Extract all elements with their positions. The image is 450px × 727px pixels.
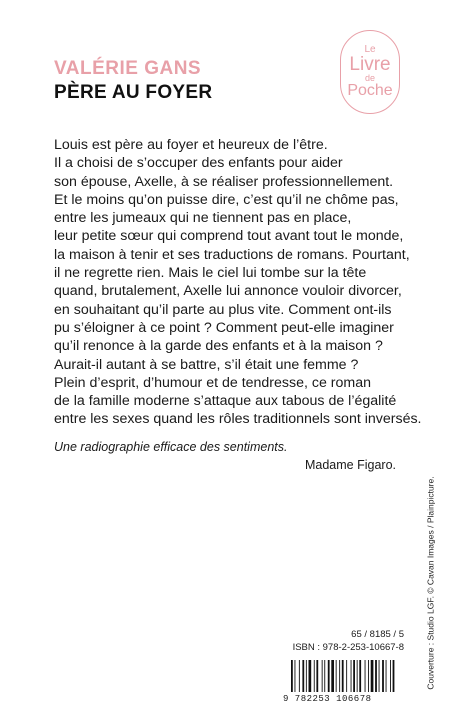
barcode-bar — [342, 660, 344, 692]
catalog-number: 65 / 8185 / 5 — [351, 629, 404, 640]
blurb-line: de la famille moderne s’attaque aux tabous de l’égalité — [54, 393, 397, 410]
blurb-line: entre les sexes quand les rôles traditionnels sont inversés. — [54, 411, 422, 428]
barcode-bar — [306, 660, 307, 692]
book-title: PÈRE AU FOYER — [54, 82, 213, 103]
catalog-codes — [293, 628, 404, 654]
barcode-bar — [339, 660, 340, 692]
barcode-bar — [314, 660, 315, 692]
isbn-number: ISBN : 978-2-253-10667-8 — [292, 642, 404, 653]
barcode-bar — [359, 660, 361, 692]
livre-de-poche-logo — [340, 30, 400, 114]
blurb-line: Et le moins qu’on puisse dire, c’est qu’il ne chôme pas, — [54, 191, 399, 208]
barcode-bar — [328, 660, 330, 692]
barcode-bars — [283, 660, 403, 696]
logo-line-3: de — [364, 73, 375, 83]
blurb-text — [54, 136, 424, 429]
barcode-bar — [291, 660, 293, 692]
logo-line-1: Le — [364, 44, 376, 55]
barcode-digits: 9 782253 106678 — [283, 694, 372, 704]
review-quote: Une radiographie efficace des sentiments. — [54, 440, 288, 454]
barcode-bar — [393, 660, 395, 692]
barcode-bar — [351, 660, 352, 692]
barcode-bar — [295, 660, 296, 692]
barcode-bar — [331, 660, 334, 692]
blurb-line: qu’il renonce à la garde des enfants et à la maison ? — [54, 338, 383, 355]
barcode-bar — [365, 660, 366, 692]
blurb-line: pu s’éloigner à ce point ? Comment peut-elle imaginer — [54, 319, 394, 336]
barcode-bar — [316, 660, 318, 692]
barcode-bar — [324, 660, 325, 692]
barcode-bar — [336, 660, 337, 692]
barcode-bar — [299, 660, 300, 692]
barcode-bar — [322, 660, 323, 692]
cover-credit-text: Couverture : Studio LGF. © Cavan Images / Plainpicture. — [426, 476, 437, 690]
blurb-line: Plein d’esprit, d’humour et de tendresse, ce roman — [54, 374, 372, 391]
blurb-line: entre les jumeaux qui ne tiennent pas en place, — [54, 210, 352, 227]
barcode-bar — [353, 660, 355, 692]
barcode-bar — [371, 660, 374, 692]
blurb-line: quand, brutalement, Axelle lui annonce vouloir divorcer, — [54, 283, 402, 300]
author-name: VALÉRIE GANS — [54, 58, 202, 79]
barcode-bar — [382, 660, 384, 692]
review-source: Madame Figaro. — [304, 458, 396, 472]
barcode-bar — [390, 660, 391, 692]
barcode-bar — [302, 660, 304, 692]
blurb-line: son épouse, Axelle, à se réaliser professionnellement. — [54, 173, 394, 190]
barcode-bar — [379, 660, 380, 692]
barcode-bar — [357, 660, 358, 692]
barcode-bar — [368, 660, 369, 692]
barcode-bar — [375, 660, 377, 692]
blurb-line: il ne regrette rien. Mais le ciel lui tombe sur la tête — [54, 265, 367, 282]
barcode-bar — [346, 660, 347, 692]
cover-credit — [424, 476, 438, 690]
blurb-line: en souhaitant qu’il parte au plus vite. Comment ont-ils — [54, 301, 392, 318]
barcode-bar — [309, 660, 312, 692]
logo-line-2: Livre — [349, 54, 391, 75]
blurb-line: Il a choisi de s’occuper des enfants pour aider — [54, 155, 343, 172]
barcode — [283, 660, 403, 704]
blurb-line: Louis est père au foyer et heureux de l’être. — [54, 137, 328, 153]
barcode-bar — [386, 660, 387, 692]
blurb-line: leur petite sœur qui comprend tout avant tout le monde, — [54, 228, 404, 245]
blurb-line: Aurait-il autant à se battre, s’il était une femme ? — [54, 356, 359, 373]
blurb-line: la maison à tenir et ses traductions de romans. Pourtant, — [54, 246, 410, 263]
logo-line-4: Poche — [347, 82, 393, 99]
